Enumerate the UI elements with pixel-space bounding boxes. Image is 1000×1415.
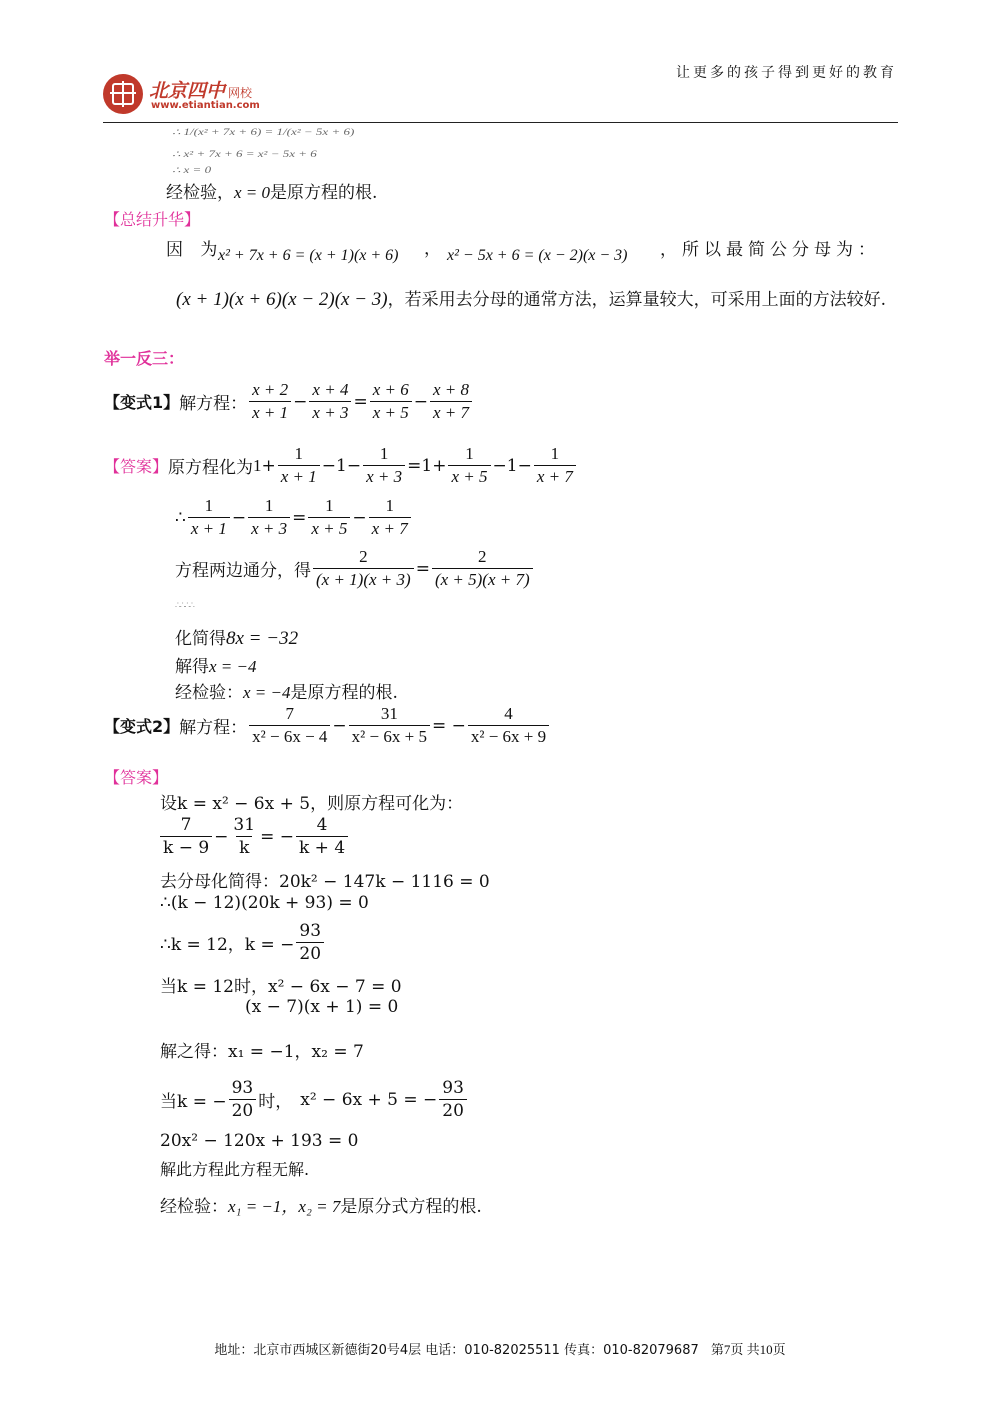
variant2-case1: 当k = 12时，x² − 6x − 7 = 0 <box>160 977 402 997</box>
variant2-let: 设k = x² − 6x + 5，则原方程可化为： <box>160 794 464 814</box>
variant1-answer-step3: 方程两边通分，得 $\frac{2}{(x + 1)(x + 3)}$ = $\frac{2}{(x + 5)(x + 7)}$ <box>175 547 535 590</box>
logo-emblem-icon <box>103 74 143 114</box>
variant2-case1-factor: (x − 7)(x + 1) = 0 <box>245 997 399 1017</box>
summary-comma: ， <box>424 239 441 259</box>
prev-step-3: ∴ x = 0 <box>172 164 212 176</box>
variant1-answer-step1: 【答案】 原方程化为 1 + $\frac{1}{x + 1}$ − 1 − $\frac{1}{x + 3}$ = 1 + $\frac{1}{x + 5}$ − 1 − $\frac{1}{x + 7}$ <box>104 444 578 487</box>
variant2-k-equation: $\frac{7}{k - 9}$ − $\frac{31}{k}$ = − $\frac{4}{k + 4}$ <box>158 815 350 858</box>
variant2-no-solution: 解此方程此方程无解. <box>160 1160 310 1179</box>
summary-tag: 【总结升华】 <box>104 210 201 229</box>
prev-step-1: ∴ 1/(x² + 7x + 6) = 1/(x² − 5x + 6) <box>172 126 355 138</box>
page-footer <box>0 1339 1000 1358</box>
variant2-problem: 【变式2】 解方程： $\frac{7}{\text{x² − 6x − 4}}$ − $\frac{31}{\text{x² − 6x + 5}}$ = − $\frac{4}{\text{x² − 6x + 9}}$ <box>104 704 551 747</box>
variant1-answer-tag: 【答案】 <box>104 457 169 476</box>
variant2-roots: ∴k = 12，k = − $\frac{93}{20}$ <box>160 921 326 964</box>
summary-lcd-line: (x + 1)(x + 6)(x − 2)(x − 3)，若采用去分母的通常方法，运算量较大，可采用上面的方法较好. <box>176 289 887 310</box>
variant2-case1-solution: 解之得：x₁ = −1，x₂ = 7 <box>160 1042 364 1062</box>
variant1-scribble: ∴∴∴∴ <box>175 601 194 611</box>
variant2-case2: 当k = − $\frac{93}{20}$ 时， x² − 6x + 5 = − $\frac{93}{20}$ <box>160 1078 469 1121</box>
summary-so: ，所以最简公分母为： <box>660 240 880 260</box>
variant1-answer-step2: ∴ $\frac{1}{x + 1}$ − $\frac{1}{x + 3}$ = $\frac{1}{x + 5}$ − $\frac{1}{x + 7}$ <box>175 496 413 539</box>
variant1-problem: 【变式1】 解方程： $\frac{x + 2}{x + 1}$ − $\frac{x + 4}{x + 3}$ = $\frac{x + 6}{x + 5}$ − $\frac{x + 8}{x + 7}$ <box>104 380 474 423</box>
header-divider <box>103 122 898 123</box>
header-slogan: 让更多的孩子得到更好的教育 <box>676 65 897 81</box>
variant1-solve: 解得x = −4 <box>175 657 257 677</box>
logo-url: www.etiantian.com <box>151 100 260 111</box>
variant2-answer-tag: 【答案】 <box>104 768 169 787</box>
prev-step-2: ∴ x² + 7x + 6 = x² − 5x + 6 <box>172 148 317 160</box>
variant1-simplify: 化简得8x = −32 <box>175 628 299 649</box>
footer-page-number: 第7页 共10页 <box>710 1342 786 1357</box>
variant2-case2-eq: 20x² − 120x + 193 = 0 <box>160 1131 359 1151</box>
prev-check: 经检验，x = 0是原方程的根. <box>166 183 378 203</box>
variant2-final: 经检验：x₁ = −1，x₂ = 7是原分式方程的根. <box>160 1197 482 1217</box>
summary-because: 因 为 <box>166 240 224 260</box>
summary-eq1: x² + 7x + 6 = (x + 1)(x + 6) <box>218 247 399 264</box>
summary-eq2: x² − 5x + 6 = (x − 2)(x − 3) <box>447 247 628 264</box>
variant2-clear: 去分母化简得：20k² − 147k − 1116 = 0 <box>160 872 490 892</box>
variant2-factor: ∴(k − 12)(20k + 93) = 0 <box>160 893 369 913</box>
section-title: 举一反三： <box>104 349 185 368</box>
footer-address: 地址：北京市西城区新德街20号4层 电话：010-82025511 传真：010-82079687 <box>214 1343 699 1358</box>
variant1-check: 经检验：x = −4是原方程的根. <box>175 683 398 703</box>
logo-name: 北京四中 网校 <box>149 80 253 102</box>
